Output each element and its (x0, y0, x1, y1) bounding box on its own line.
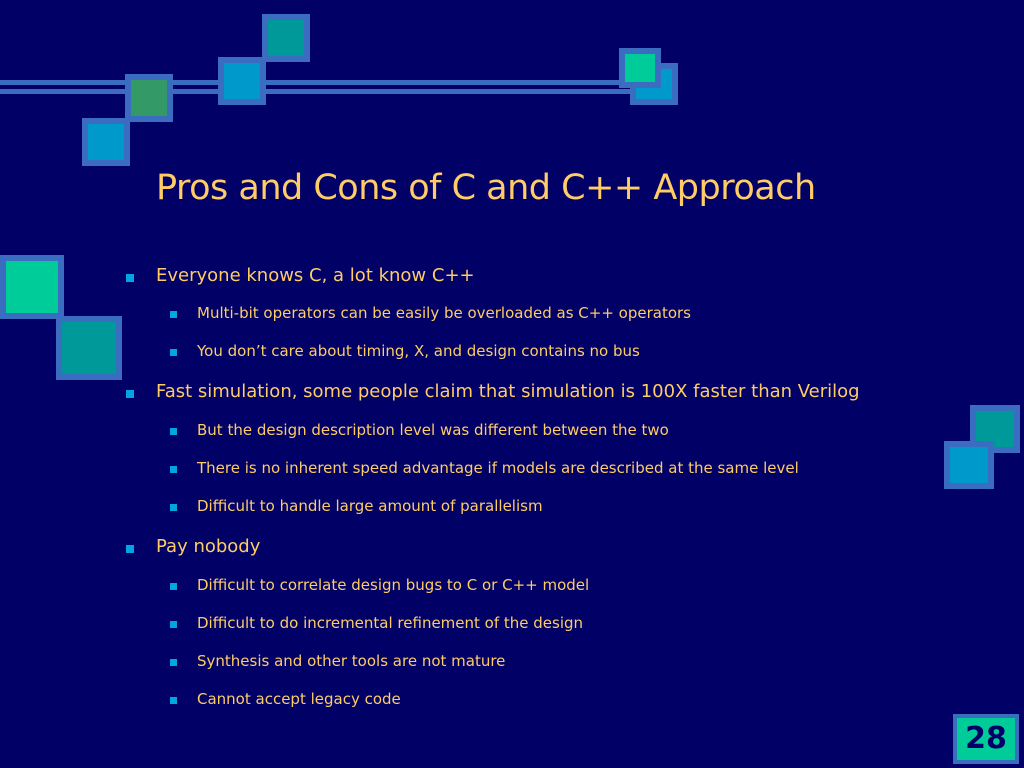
sub-bullet-item (197, 342, 640, 360)
bullet-square-icon (126, 274, 134, 282)
bullet-text: Difficult to do incremental refinement of the design (197, 614, 584, 632)
bullet-square-icon (170, 349, 177, 356)
bullet-text: Pay nobody (156, 536, 261, 557)
slide-title: Pros and Cons of C and C++ Approach (156, 168, 816, 208)
sub-bullet-item (197, 576, 589, 594)
sub-bullet-item (197, 652, 505, 670)
bullet-item (156, 536, 260, 557)
bullet-text: Everyone knows C, a lot know C++ (156, 265, 475, 286)
sub-bullet-item (197, 690, 401, 708)
slide-number: 28 (953, 714, 1019, 764)
bullet-square-icon (170, 504, 177, 511)
bullet-item (156, 381, 860, 402)
bullet-square-icon (170, 697, 177, 704)
bullet-text: Synthesis and other tools are not mature (197, 652, 506, 670)
bullet-text: But the design description level was different between the two (197, 421, 669, 439)
sub-bullet-item (197, 459, 799, 477)
bullet-square-icon (170, 659, 177, 666)
bullet-square-icon (170, 428, 177, 435)
bullet-text: Multi-bit operators can be easily be overloaded as C++ operators (197, 304, 691, 322)
bullet-square-icon (170, 466, 177, 473)
sub-bullet-item (197, 421, 669, 439)
bullet-text: Cannot accept legacy code (197, 690, 401, 708)
bullet-square-icon (170, 583, 177, 590)
bullet-square-icon (126, 390, 134, 398)
sub-bullet-item (197, 497, 543, 515)
sub-bullet-item (197, 614, 583, 632)
bullet-square-icon (170, 311, 177, 318)
bullet-text: There is no inherent speed advantage if models are described at the same level (197, 459, 799, 477)
bullet-square-icon (126, 545, 134, 553)
bullet-item (156, 265, 475, 286)
bullet-text: Difficult to handle large amount of parallelism (197, 497, 543, 515)
bullet-text: Fast simulation, some people claim that simulation is 100X faster than Verilog (156, 381, 860, 402)
bullet-text: You don’t care about timing, X, and design contains no bus (197, 342, 640, 360)
bullet-square-icon (170, 621, 177, 628)
bullet-text: Difficult to correlate design bugs to C or C++ model (197, 576, 590, 594)
sub-bullet-item (197, 304, 691, 322)
